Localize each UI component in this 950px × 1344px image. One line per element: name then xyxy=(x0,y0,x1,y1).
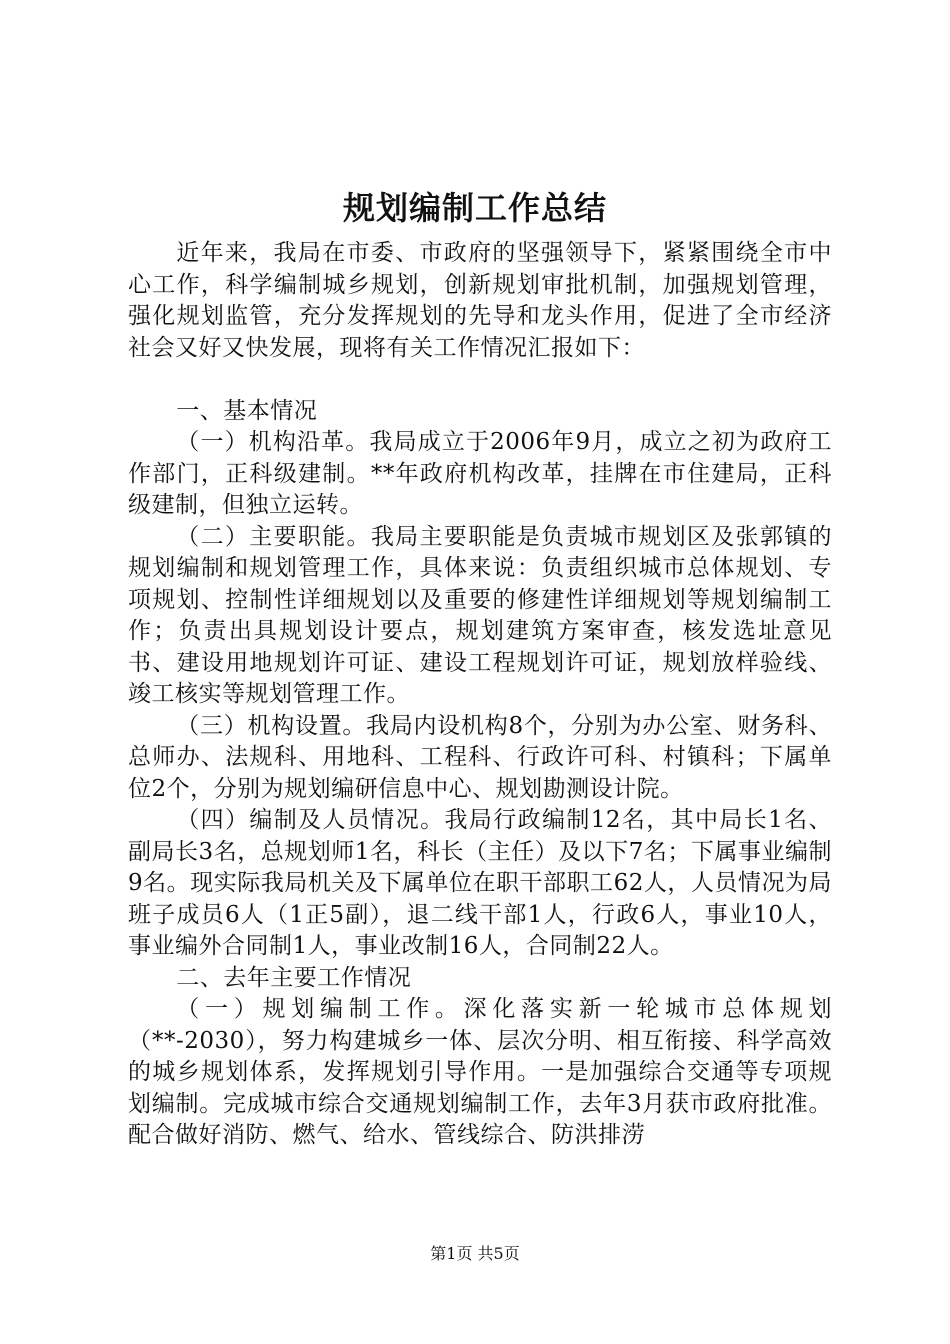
section-heading-basic: 一、基本情况 xyxy=(176,397,318,424)
page-footer: 第1页 共5页 xyxy=(430,1244,520,1263)
paragraph-history: （一）机构沿革。我局成立于2006年9月，成立之初为政府工作部门，正科级建制。**年政府机构改革，挂牌在市住建局，正科级建制，但独立运转。 xyxy=(128,429,832,518)
paragraph-planning: （一）规划编制工作。深化落实新一轮城市总体规划（**-2030），努力构建城乡一体、层次分明、相互衔接、科学高效的城乡规划体系，发挥规划引导作用。一是加强综合交通等专项规划编制。完成城市综合交通规划编制工作，去年3月获市政府批准。配合做好消防、燃气、给水、管线综合、防洪排涝 xyxy=(128,996,832,1148)
intro-paragraph: 近年来，我局在市委、市政府的坚强领导下，紧紧围绕全市中心工作，科学编制城乡规划，创新规划审批机制，加强规划管理，强化规划监管，充分发挥规划的先导和龙头作用，促进了全市经济社会又好又快发展，现将有关工作情况汇报如下： xyxy=(128,240,832,361)
document-body xyxy=(128,238,832,1152)
paragraph-functions: （二）主要职能。我局主要职能是负责城市规划区及张郭镇的规划编制和规划管理工作，具体来说：负责组织城市总体规划、专项规划、控制性详细规划以及重要的修建性详细规划等规划编制工作；负责出具规划设计要点，规划建筑方案审查，核发选址意见书、建设用地规划许可证、建设工程规划许可证，规划放样验线、竣工核实等规划管理工作。 xyxy=(128,523,832,707)
document-title: 规划编制工作总结 xyxy=(342,189,607,227)
paragraph-structure: （三）机构设置。我局内设机构8个，分别为办公室、财务科、总师办、法规科、用地科、工程科、行政许可科、村镇科；下属单位2个，分别为规划编研信息中心、规划勘测设计院。 xyxy=(128,712,832,802)
section-heading-work: 二、去年主要工作情况 xyxy=(176,964,412,991)
paragraph-staffing: （四）编制及人员情况。我局行政编制12名，其中局长1名、副局长3名，总规划师1名，科长（主任）及以下7名；下属事业编制9名。现实际我局机关及下属单位在职干部职工62人，人员情况为局班子成员6人（1正5副），退二线干部1人，行政6人，事业10人，事业编外合同制1人，事业改制16人，合同制22人。 xyxy=(128,807,832,959)
